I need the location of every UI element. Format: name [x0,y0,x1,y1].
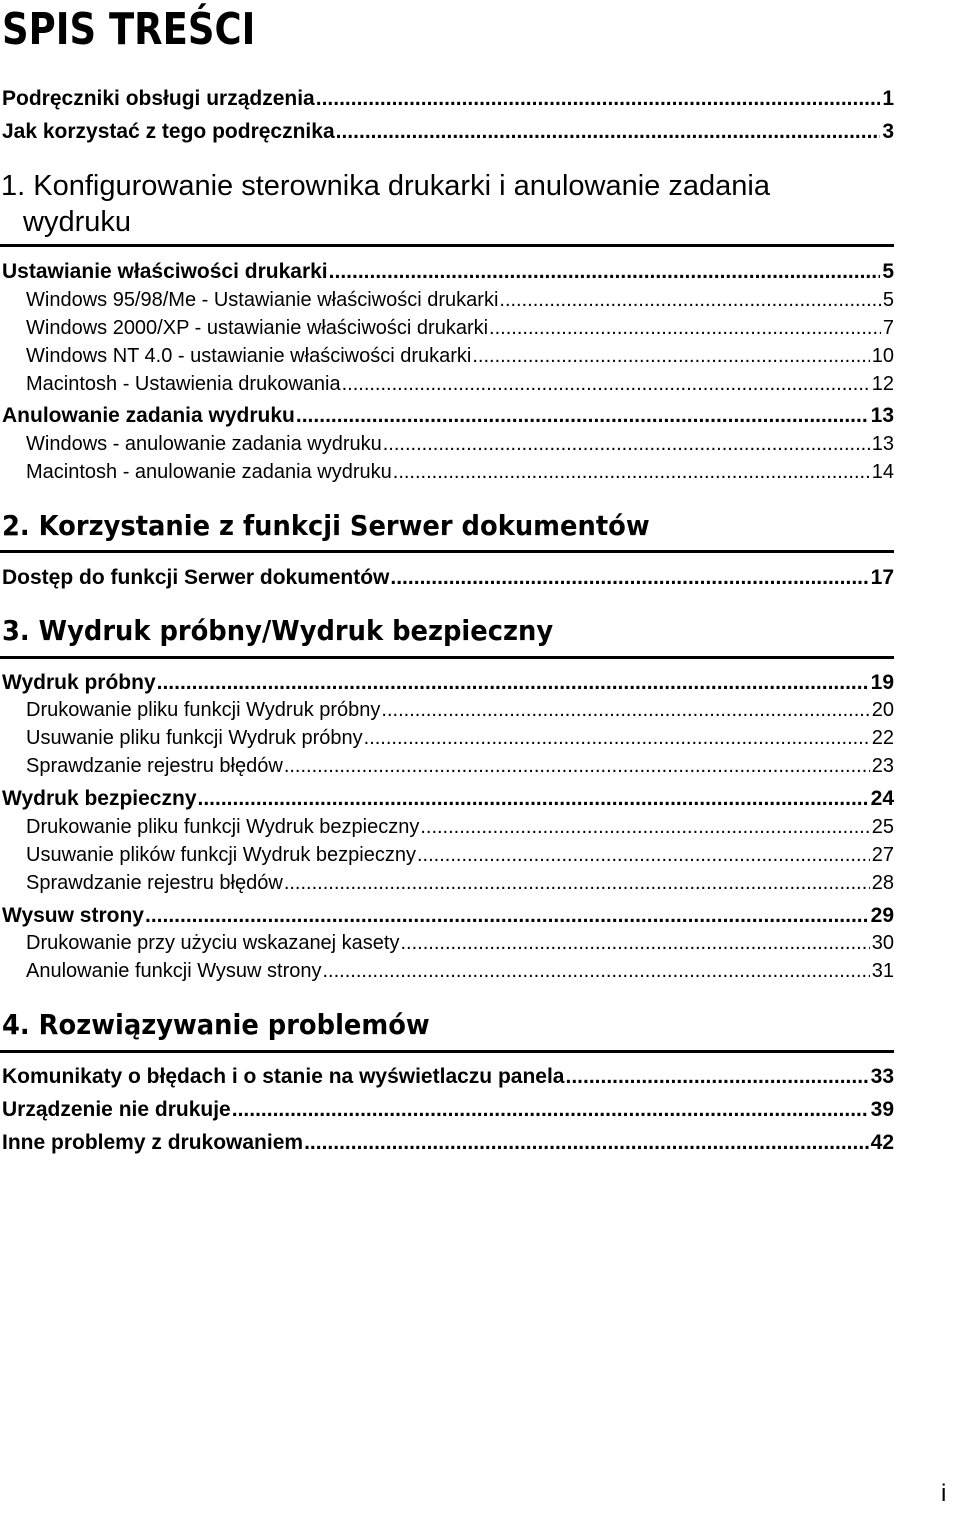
toc-entry-label: Anulowanie funkcji Wysuw strony [26,960,322,982]
toc-subsection[interactable] [26,316,894,340]
toc-entry-label: Drukowanie pliku funkcji Wydruk próbny [26,699,381,721]
toc-page-number: 27 [871,844,894,866]
toc-entry-label: Drukowanie pliku funkcji Wydruk bezpieczny [26,816,420,838]
toc-page-number: 10 [871,345,894,367]
toc-section[interactable] [2,670,894,695]
toc-page-number: 7 [882,317,894,339]
dot-leader [393,460,870,484]
dot-leader [499,288,880,312]
toc-entry-label: Anulowanie zadania wydruku [2,404,295,427]
dot-leader [145,903,869,928]
toc-page-number: 1 [882,87,894,110]
toc-section[interactable] [2,1097,894,1122]
toc-page-number: 28 [871,872,894,894]
toc-page-number: 17 [870,566,894,589]
toc-page-number: 5 [882,260,894,283]
toc-subsection[interactable] [26,288,894,312]
toc-page-number: 5 [882,289,894,311]
dot-leader [381,698,869,722]
chapter-1-title[interactable] [1,168,770,241]
chapter-2-rule [0,550,894,553]
toc-page-number: 14 [871,461,894,483]
toc-page-number: 22 [871,727,894,749]
toc-subsection[interactable] [26,698,894,722]
toc-entry-label: Usuwanie pliku funkcji Wydruk próbny [26,727,363,749]
page-number: i [941,1480,947,1507]
dot-leader [157,670,869,695]
dot-leader [401,931,870,955]
dot-leader [390,565,868,590]
toc-entry-manuals[interactable] [2,86,894,111]
toc-page-number: 33 [870,1065,894,1088]
toc-subsection[interactable] [26,871,894,895]
toc-entry-label: Wydruk bezpieczny [2,787,197,810]
dot-leader [304,1130,869,1155]
toc-entry-label: Jak korzystać z tego podręcznika [2,120,335,143]
dot-leader [342,372,870,396]
dot-leader [336,119,881,144]
toc-page-number: 23 [871,755,894,777]
toc-page-number: 31 [871,960,894,982]
toc-entry-label: Podręczniki obsługi urządzenia [2,87,315,110]
toc-entry-label: Wysuw strony [2,904,144,927]
chapter-1-title-line1: 1. Konfigurowanie sterownika drukarki i anulowanie zadania [1,170,770,202]
toc-entry-label: Macintosh - Ustawienia drukowania [26,373,341,395]
dot-leader [316,86,881,111]
toc-entry-label: Urządzenie nie drukuje [2,1098,231,1121]
dot-leader [323,959,870,983]
toc-entry-how-to-use[interactable] [2,119,894,144]
toc-page-number: 25 [871,816,894,838]
toc-page-number: 20 [871,699,894,721]
toc-page-number: 24 [870,787,894,810]
toc-subsection[interactable] [26,460,894,484]
dot-leader [420,815,869,839]
toc-entry-label: Inne problemy z drukowaniem [2,1131,304,1154]
toc-page-number: 13 [871,433,894,455]
dot-leader [284,871,870,895]
toc-page-number: 13 [870,404,894,427]
toc-entry-label: Windows 2000/XP - ustawianie właściwości drukarki [26,317,489,339]
dot-leader [417,843,870,867]
toc-entry-label: Wydruk próbny [2,671,156,694]
toc-subsection[interactable] [26,959,894,983]
chapter-3-rule [0,656,894,659]
chapter-4-rule [0,1050,894,1053]
toc-subsection[interactable] [26,815,894,839]
chapter-3-title[interactable]: 3. Wydruk próbny/Wydruk bezpieczny [2,614,554,647]
toc-entry-label: Sprawdzanie rejestru błędów [26,872,283,894]
toc-page-number: 3 [882,120,894,143]
toc-subsection[interactable] [26,432,894,456]
toc-section[interactable] [2,1130,894,1155]
toc-subsection[interactable] [26,754,894,778]
toc-page-number: 42 [870,1131,894,1154]
dot-leader [383,432,870,456]
toc-subsection[interactable] [26,931,894,955]
toc-section[interactable] [2,786,894,811]
chapter-1-rule [0,244,894,247]
dot-leader [296,403,869,428]
toc-entry-label: Dostęp do funkcji Serwer dokumentów [2,566,390,589]
toc-entry-label: Sprawdzanie rejestru błędów [26,755,283,777]
dot-leader [364,726,870,750]
toc-entry-label: Drukowanie przy użyciu wskazanej kasety [26,932,400,954]
dot-leader [232,1097,869,1122]
dot-leader [489,316,881,340]
toc-subsection[interactable] [26,344,894,368]
chapter-4-title[interactable]: 4. Rozwiązywanie problemów [2,1008,430,1041]
dot-leader [329,259,881,284]
dot-leader [566,1064,869,1089]
toc-subsection[interactable] [26,372,894,396]
toc-section[interactable] [2,903,894,928]
chapter-2-title[interactable]: 2. Korzystanie z funkcji Serwer dokumentów [2,509,650,542]
toc-page-number: 30 [871,932,894,954]
toc-entry-label: Windows - anulowanie zadania wydruku [26,433,382,455]
toc-section[interactable] [2,403,894,428]
dot-leader [472,344,869,368]
toc-section[interactable] [2,259,894,284]
toc-entry-label: Windows 95/98/Me - Ustawianie właściwości drukarki [26,289,499,311]
dot-leader [198,786,869,811]
toc-page-number: 39 [870,1098,894,1121]
toc-entry-label: Macintosh - anulowanie zadania wydruku [26,461,392,483]
toc-entry-label: Usuwanie plików funkcji Wydruk bezpieczny [26,844,416,866]
toc-page-number: 12 [871,373,894,395]
dot-leader [284,754,870,778]
toc-section[interactable] [2,565,894,590]
chapter-1-title-line2: wydruku [23,206,131,239]
toc-entry-label: Komunikaty o błędach i o stanie na wyświetlaczu panela [2,1065,565,1088]
toc-page-number: 29 [870,904,894,927]
toc-subsection[interactable] [26,726,894,750]
toc-page-number: 19 [870,671,894,694]
toc-section[interactable] [2,1064,894,1089]
toc-entry-label: Ustawianie właściwości drukarki [2,260,328,283]
page-title: SPIS TREŚCI [2,4,256,55]
toc-subsection[interactable] [26,843,894,867]
toc-entry-label: Windows NT 4.0 - ustawianie właściwości drukarki [26,345,472,367]
